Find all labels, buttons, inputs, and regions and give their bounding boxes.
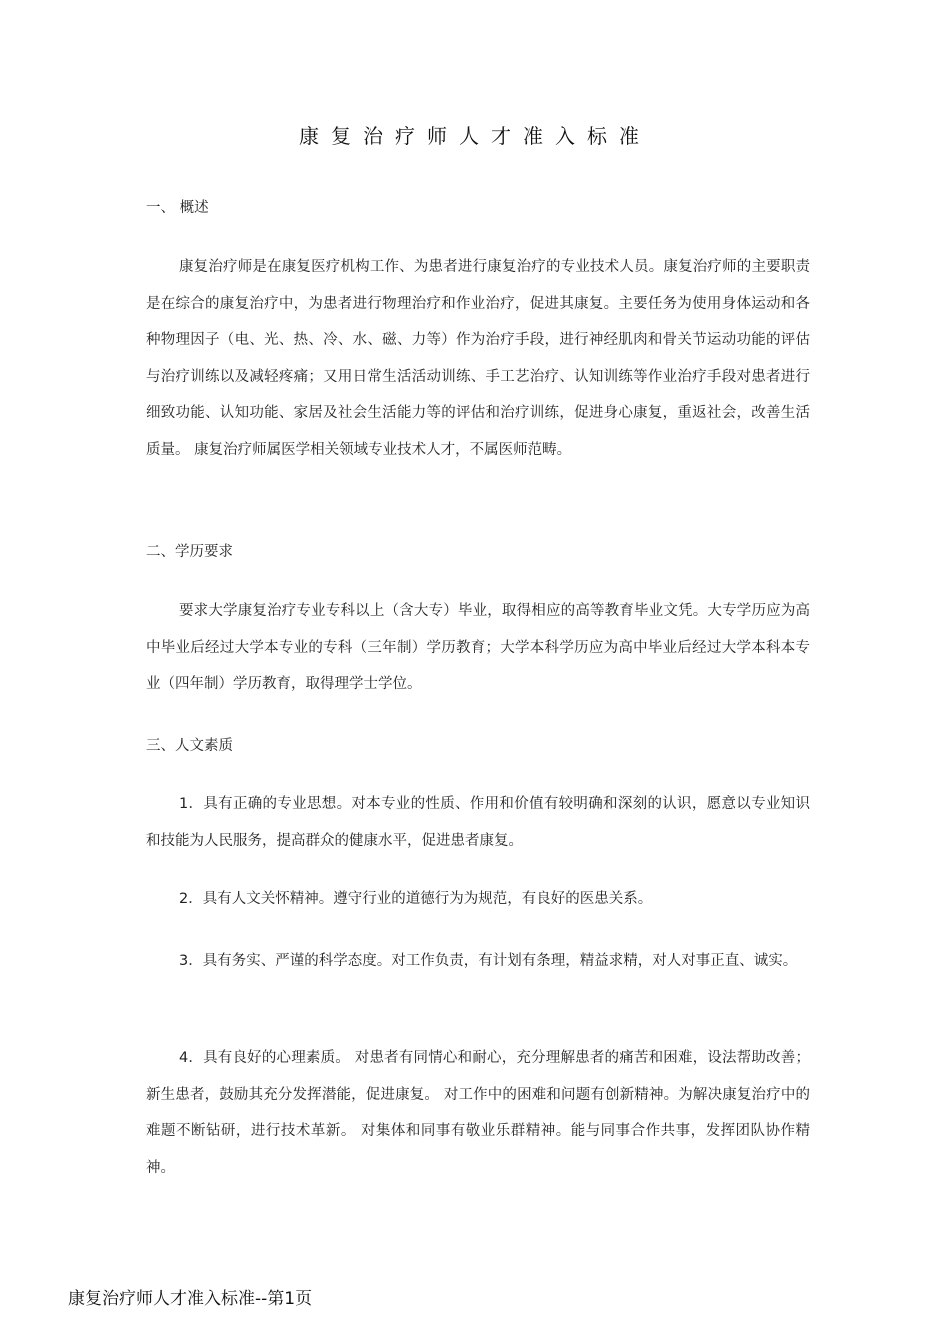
paragraph-overview: 康复治疗师是在康复医疗机构工作、为患者进行康复治疗的专业技术人员。康复治疗师的主要职责是在综合的康复治疗中，为患者进行物理治疗和作业治疗，促进其康复。主要任务为使用身体运动和各种物理因子（电、光、热、冷、水、磁、力等）作为治疗手段，进行神经肌肉和骨关节运动功能的评估与治疗训练以及减轻疼痛；又用日常生活活动训练、手工艺治疗、认知训练等作业治疗手段对患者进行细致功能、认知功能、家居及社会生活能力等的评估和治疗训练，促进身心康复，重返社会，改善生活质量。 康复治疗师属医学相关领域专业技术人才，不属医师范畴。 bbox=[146, 259, 810, 458]
paragraph-education: 要求大学康复治疗专业专科以上（含大专）毕业，取得相应的高等教育毕业文凭。大专学历应为高中毕业后经过大学本专业的专科（三年制）学历教育；大学本科学历应为高中毕业后经过大学本科本专业（四年制）学历教育，取得理学士学位。 bbox=[146, 603, 810, 692]
section-heading-education: 二、学历要求 bbox=[146, 544, 233, 560]
section-heading-overview: 一、 概述 bbox=[146, 200, 209, 216]
paragraph-humanities-3: 3．具有务实、严谨的科学态度。对工作负责，有计划有条理，精益求精，对人对事正直、诚实。 bbox=[179, 953, 798, 969]
page-footer: 康复治疗师人才准入标准--第1页 bbox=[68, 1289, 313, 1309]
section-heading-humanities: 三、人文素质 bbox=[146, 738, 233, 754]
page-title: 康复治疗师人才准入标准 bbox=[299, 124, 651, 148]
paragraph-humanities-4: 4．具有良好的心理素质。 对患者有同情心和耐心，充分理解患者的痛苦和困难，设法帮助改善；新生患者，鼓励其充分发挥潜能，促进康复。 对工作中的困难和问题有创新精神。为解决康复治疗中的难题不断钻研，进行技术革新。 对集体和同事有敬业乐群精神。能与同事合作共事，发挥团队协作精神。 bbox=[146, 1050, 810, 1176]
paragraph-humanities-1: 1．具有正确的专业思想。对本专业的性质、作用和价值有较明确和深刻的认识，愿意以专业知识和技能为人民服务，提高群众的健康水平，促进患者康复。 bbox=[146, 796, 810, 849]
paragraph-humanities-2: 2．具有人文关怀精神。遵守行业的道德行为为规范，有良好的医患关系。 bbox=[179, 891, 653, 907]
